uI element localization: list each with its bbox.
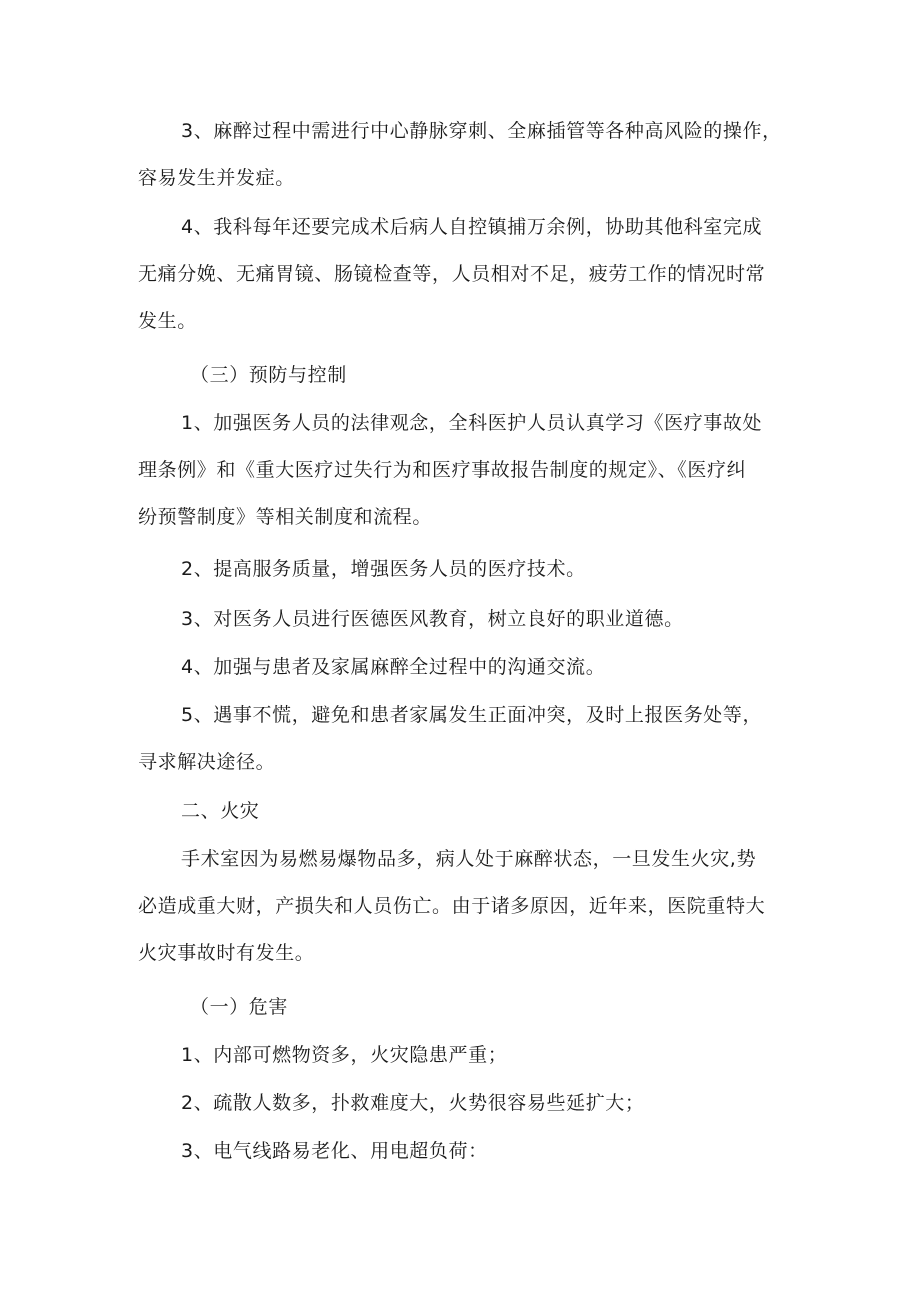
- text-line: 4、加强与患者及家属麻醉全过程中的沟通交流。: [181, 656, 606, 678]
- paragraph-anesthesia-risk-ops: [138, 108, 788, 202]
- paragraph-electrical: [138, 1128, 788, 1175]
- text-line: 3、电气线路易老化、用电超负荷：: [181, 1140, 488, 1162]
- section-heading-prevention: [138, 352, 788, 399]
- text-line: 发生。: [138, 310, 197, 332]
- text-line: 5、遇事不慌，避免和患者家属发生正面冲突，及时上报医务处等，: [181, 704, 763, 726]
- paragraph-conflict-handling: [138, 692, 788, 786]
- paragraph-legal-awareness: [138, 400, 788, 541]
- paragraph-ethics-education: [138, 596, 788, 643]
- text-line: 1、加强医务人员的法律观念，全科医护人员认真学习《医疗事故处: [181, 412, 763, 434]
- text-line: 无痛分娩、无痛胃镜、肠镜检查等，人员相对不足，疲劳工作的情况时常: [138, 263, 766, 285]
- text-line: 二、火灾: [181, 800, 260, 822]
- text-line: 4、我科每年还要完成术后病人自控镇捕万余例，协助其他科室完成: [181, 216, 763, 238]
- paragraph-communication: [138, 644, 788, 691]
- text-line: 3、麻醉过程中需进行中心静脉穿刺、全麻插管等各种高风险的操作，: [181, 120, 782, 142]
- text-line: 纷预警制度》等相关制度和流程。: [138, 506, 433, 528]
- section-heading-fire: [138, 788, 788, 835]
- text-line: 寻求解决途径。: [138, 751, 276, 773]
- text-line: 容易发生并发症。: [138, 167, 295, 189]
- text-line: 2、疏散人数多，扑救难度大，火势很容易些延扩大；: [181, 1092, 645, 1114]
- text-line: （一）危害: [190, 996, 289, 1018]
- section-heading-hazards: [138, 984, 788, 1031]
- text-line: 1、内部可燃物资多，火灾隐患严重；: [181, 1044, 508, 1066]
- text-line: 手术室因为易燃易爆物品多，病人处于麻醉状态，一旦发生火灾,势: [181, 848, 757, 870]
- paragraph-combustibles: [138, 1032, 788, 1079]
- text-line: （三）预防与控制: [190, 364, 347, 386]
- text-line: 3、对医务人员进行医德医风教育，树立良好的职业道德。: [181, 608, 684, 630]
- paragraph-fire-intro: [138, 836, 788, 977]
- paragraph-evacuation: [138, 1080, 788, 1127]
- paragraph-workload: [138, 204, 788, 345]
- text-line: 必造成重大财，产损失和人员伤亡。由于诸多原因，近年来，医院重特大: [138, 895, 766, 917]
- text-line: 理条例》和《重大医疗过失行为和医疗事故报告制度的规定》、《医疗纠: [138, 459, 747, 481]
- paragraph-service-quality: [138, 546, 788, 593]
- text-line: 2、提高服务质量，增强医务人员的医疗技术。: [181, 558, 586, 580]
- text-line: 火灾事故时有发生。: [138, 942, 315, 964]
